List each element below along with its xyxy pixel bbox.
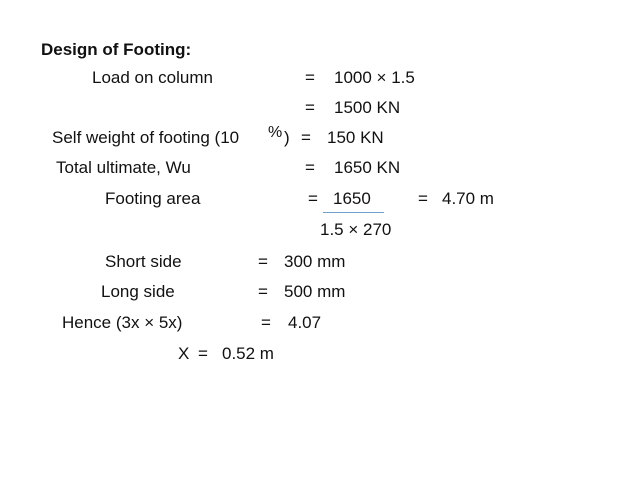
equals-sign: =	[258, 252, 268, 271]
equals-sign: =	[258, 282, 268, 301]
long-side-label: Long side	[101, 282, 175, 301]
self-weight-label-end: )	[284, 128, 290, 147]
equals-sign: =	[305, 98, 315, 117]
equals-sign: =	[261, 313, 271, 332]
x-label: X	[178, 344, 190, 363]
long-side-value: 500 mm	[284, 282, 346, 301]
short-side-label: Short side	[105, 252, 182, 271]
load-on-column-label: Load on column	[92, 68, 213, 87]
fraction-bar	[323, 212, 384, 213]
total-ultimate-value: 1650 KN	[334, 158, 401, 177]
self-weight-label: Self weight of footing (10	[52, 128, 240, 147]
short-side-value: 300 mm	[284, 252, 346, 271]
equals-sign: =	[198, 344, 208, 363]
equals-sign: =	[305, 68, 315, 87]
self-weight-value: 150 KN	[327, 128, 384, 147]
footing-area-label: Footing area	[105, 189, 201, 208]
fraction-numerator: 1650	[333, 189, 371, 208]
load-on-column-value: 1000 × 1.5	[334, 68, 415, 87]
equals-sign: =	[305, 158, 315, 177]
equals-sign: =	[301, 128, 311, 147]
percent-sign: %	[268, 124, 283, 141]
footing-area-result: 4.70 m	[442, 189, 494, 208]
fraction-denominator: 1.5 × 270	[320, 220, 392, 239]
total-ultimate-label: Total ultimate, Wu	[56, 158, 191, 177]
hence-value: 4.07	[288, 313, 322, 332]
equals-sign: =	[418, 189, 428, 208]
x-value: 0.52 m	[222, 344, 274, 363]
page-title: Design of Footing:	[41, 40, 192, 59]
hence-label: Hence (3x × 5x)	[62, 313, 183, 332]
equals-sign: =	[308, 189, 318, 208]
load-result-value: 1500 KN	[334, 98, 401, 117]
